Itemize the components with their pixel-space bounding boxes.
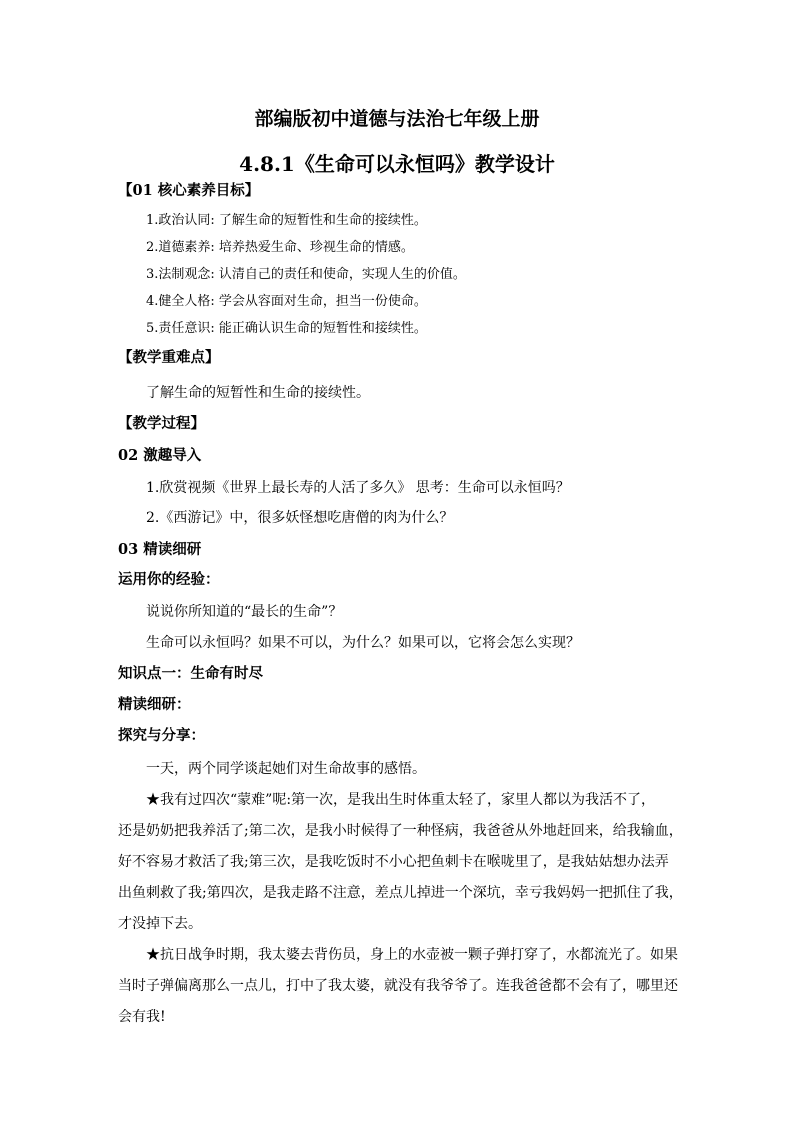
goal-item: 4.健全人格: 学会从容面对生命，担当一份使命。 <box>146 294 427 309</box>
story-line: 出鱼刺救了我;第四次，是我走路不注意，差点儿掉进一个深坑，幸亏我妈妈一把抓住了我， <box>118 885 683 901</box>
subheading-study: 03 精读细研 <box>118 541 202 558</box>
goal-item: 1.政治认同: 了解生命的短暂性和生命的接续性。 <box>146 213 427 228</box>
story-line: 当时子弹偏离那么一点儿，打中了我太婆，就没有我爷爷了。连我爸爸都不会有了，哪里还 <box>118 978 678 994</box>
section-heading-goals: 【01 核心素养目标】 <box>118 182 260 199</box>
experience-item: 说说你所知道的“最长的生命”？ <box>146 604 343 620</box>
document-title: 部编版初中道德与法治七年级上册 <box>254 108 540 130</box>
section-heading-key-points: 【教学重难点】 <box>118 349 220 366</box>
story-line: ★抗日战争时期，我太婆去背伤员，身上的水壶被一颗子弹打穿了，水都流光了。如果 <box>146 947 678 963</box>
intro-item: 1.欣赏视频《世界上最长寿的人活了多久》 思考：生命可以永恒吗？ <box>146 480 570 496</box>
story-line: 会有我! <box>118 1009 166 1025</box>
goal-item: 5.责任意识: 能正确认识生命的短暂性和接续性。 <box>146 321 427 336</box>
intro-item: 2.《西游记》中，很多妖怪想吃唐僧的肉为什么？ <box>146 510 454 526</box>
goal-item: 3.法制观念: 认清自己的责任和使命，实现人生的价值。 <box>146 267 466 282</box>
subheading-reading: 精读细研： <box>118 696 191 713</box>
subheading-intro: 02 激趣导入 <box>118 447 202 464</box>
story-line: 还是奶奶把我养活了;第二次，是我小时候得了一种怪病，我爸爸从外地赶回来，给我输血， <box>118 823 683 839</box>
story-line: 好不容易才救活了我;第三次，是我吃饭时不小心把鱼刺卡在喉咙里了，是我姑姑想办法弄 <box>118 854 669 870</box>
subheading-experience: 运用你的经验： <box>118 571 220 588</box>
experience-item: 生命可以永恒吗？如果不可以，为什么？如果可以，它将会怎么实现？ <box>146 635 580 651</box>
story-line: 才没掉下去。 <box>118 916 202 932</box>
subheading-explore: 探究与分享： <box>118 727 205 744</box>
section-heading-process: 【教学过程】 <box>118 415 205 432</box>
key-points-text: 了解生命的短暂性和生命的接续性。 <box>146 385 370 401</box>
subheading-knowledge: 知识点一：生命有时尽 <box>118 665 263 682</box>
document-subtitle: 4.8.1《生命可以永恒吗》教学设计 <box>239 152 555 176</box>
explore-intro: 一天，两个同学谈起她们对生命故事的感悟。 <box>146 761 426 777</box>
story-line: ★我有过四次“蒙难”呢:第一次，是我出生时体重太轻了，家里人都以为我活不了， <box>146 792 656 808</box>
goal-item: 2.道德素养: 培养热爱生命、珍视生命的情感。 <box>146 240 414 255</box>
